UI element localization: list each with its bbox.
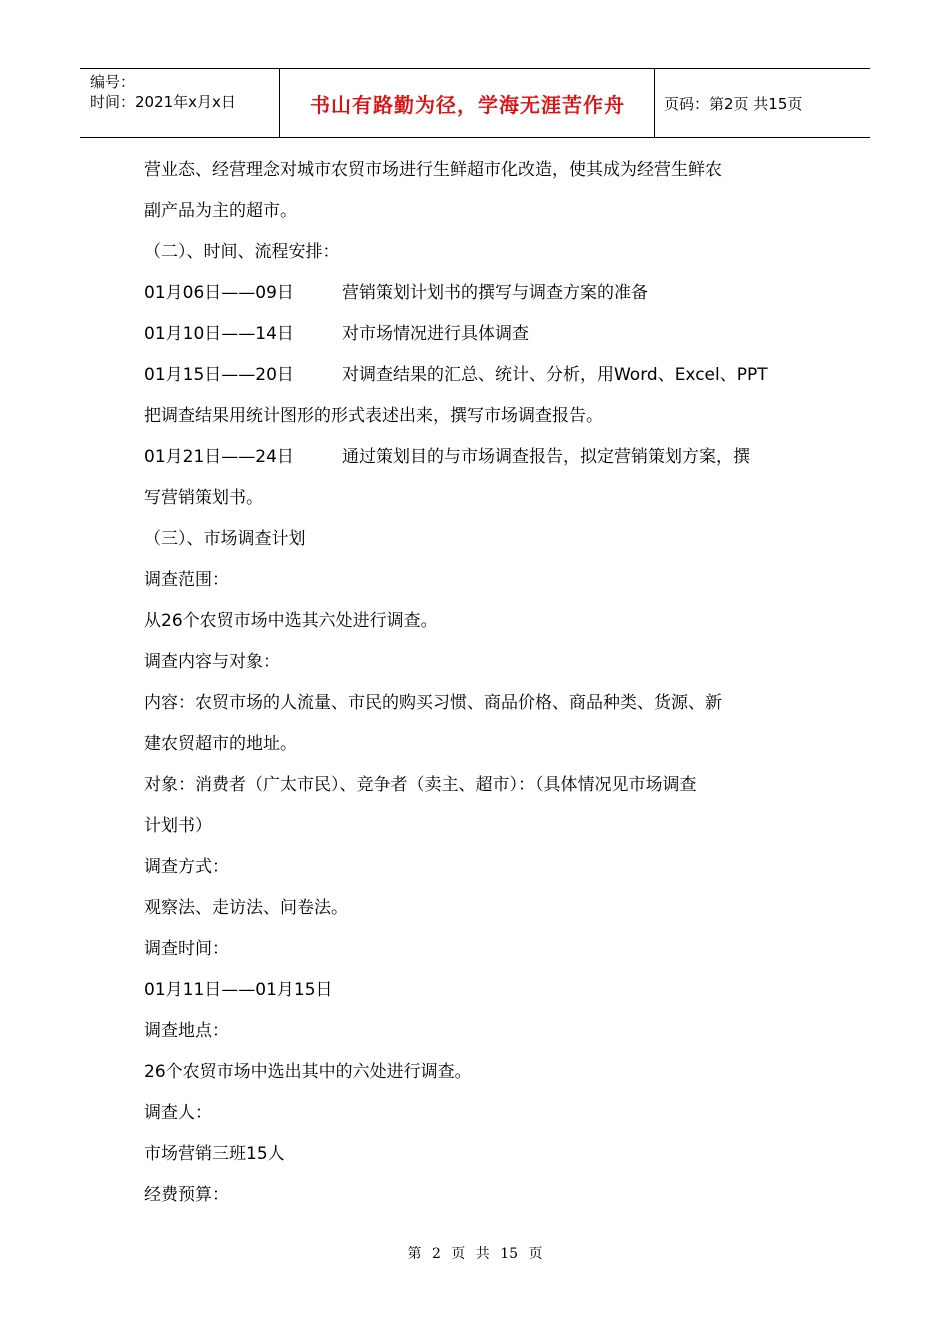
schedule-task: 对市场情况进行具体调查	[342, 324, 529, 344]
section-heading: （二）、时间、流程安排：	[144, 242, 340, 262]
schedule-continuation: 把调查结果用统计图形的形式表述出来，撰写市场调查报告。	[144, 406, 603, 426]
field-label: 调查时间：	[144, 939, 229, 959]
field-label: 调查人：	[144, 1103, 212, 1123]
schedule-row	[144, 314, 814, 355]
field-text: 从26个农贸市场中选其六处进行调查。	[144, 611, 438, 631]
field-text: 01月11日——01月15日	[144, 980, 333, 1000]
field-label: 调查内容与对象：	[144, 652, 280, 672]
paragraph-line: 副产品为主的超市。	[144, 201, 297, 221]
header-meta	[80, 69, 280, 137]
page-footer: 第 2 页 共 15 页	[407, 1246, 543, 1262]
schedule-task: 对调查结果的汇总、统计、分析，用Word、Excel、PPT	[342, 365, 768, 385]
schedule-row	[144, 273, 814, 314]
field-label: 经费预算：	[144, 1185, 229, 1205]
schedule-date: 01月10日——14日	[144, 324, 294, 344]
schedule-continuation: 写营销策划书。	[144, 488, 263, 508]
field-text: 观察法、走访法、问卷法。	[144, 898, 348, 918]
field-text: 内容：农贸市场的人流量、市民的购买习惯、商品价格、商品种类、货源、新	[144, 693, 722, 713]
field-label: 调查范围：	[144, 570, 229, 590]
paragraph-line: 营业态、经营理念对城市农贸市场进行生鲜超市化改造，使其成为经营生鲜农	[144, 160, 722, 180]
field-label: 调查地点：	[144, 1021, 229, 1041]
schedule-date: 01月15日——20日	[144, 365, 294, 385]
schedule-task: 通过策划目的与市场调查报告，拟定营销策划方案，撰	[342, 447, 750, 467]
schedule-row	[144, 355, 814, 396]
document-body	[144, 150, 814, 1216]
doc-number-label: 编号：	[90, 73, 136, 91]
page-header	[80, 68, 870, 138]
schedule-task: 营销策划计划书的撰写与调查方案的准备	[342, 283, 648, 303]
field-label: 调查方式：	[144, 857, 229, 877]
schedule-row	[144, 437, 814, 478]
doc-time-label: 时间：2021年x月x日	[90, 93, 236, 111]
field-text: 26个农贸市场中选出其中的六处进行调查。	[144, 1062, 472, 1082]
field-text: 建农贸超市的地址。	[144, 734, 297, 754]
field-text: 对象：消费者（广太市民）、竞争者（卖主、超市）：（具体情况见市场调查	[144, 775, 697, 795]
schedule-date: 01月06日——09日	[144, 283, 294, 303]
field-text: 市场营销三班15人	[144, 1144, 285, 1164]
schedule-date: 01月21日——24日	[144, 447, 294, 467]
header-motto: 书山有路勤为径，学海无涯苦作舟	[281, 69, 655, 137]
section-heading: （三）、市场调查计划	[144, 529, 306, 549]
header-page-number: 页码：第2页 共15页	[664, 94, 803, 113]
field-text: 计划书）	[144, 816, 212, 836]
